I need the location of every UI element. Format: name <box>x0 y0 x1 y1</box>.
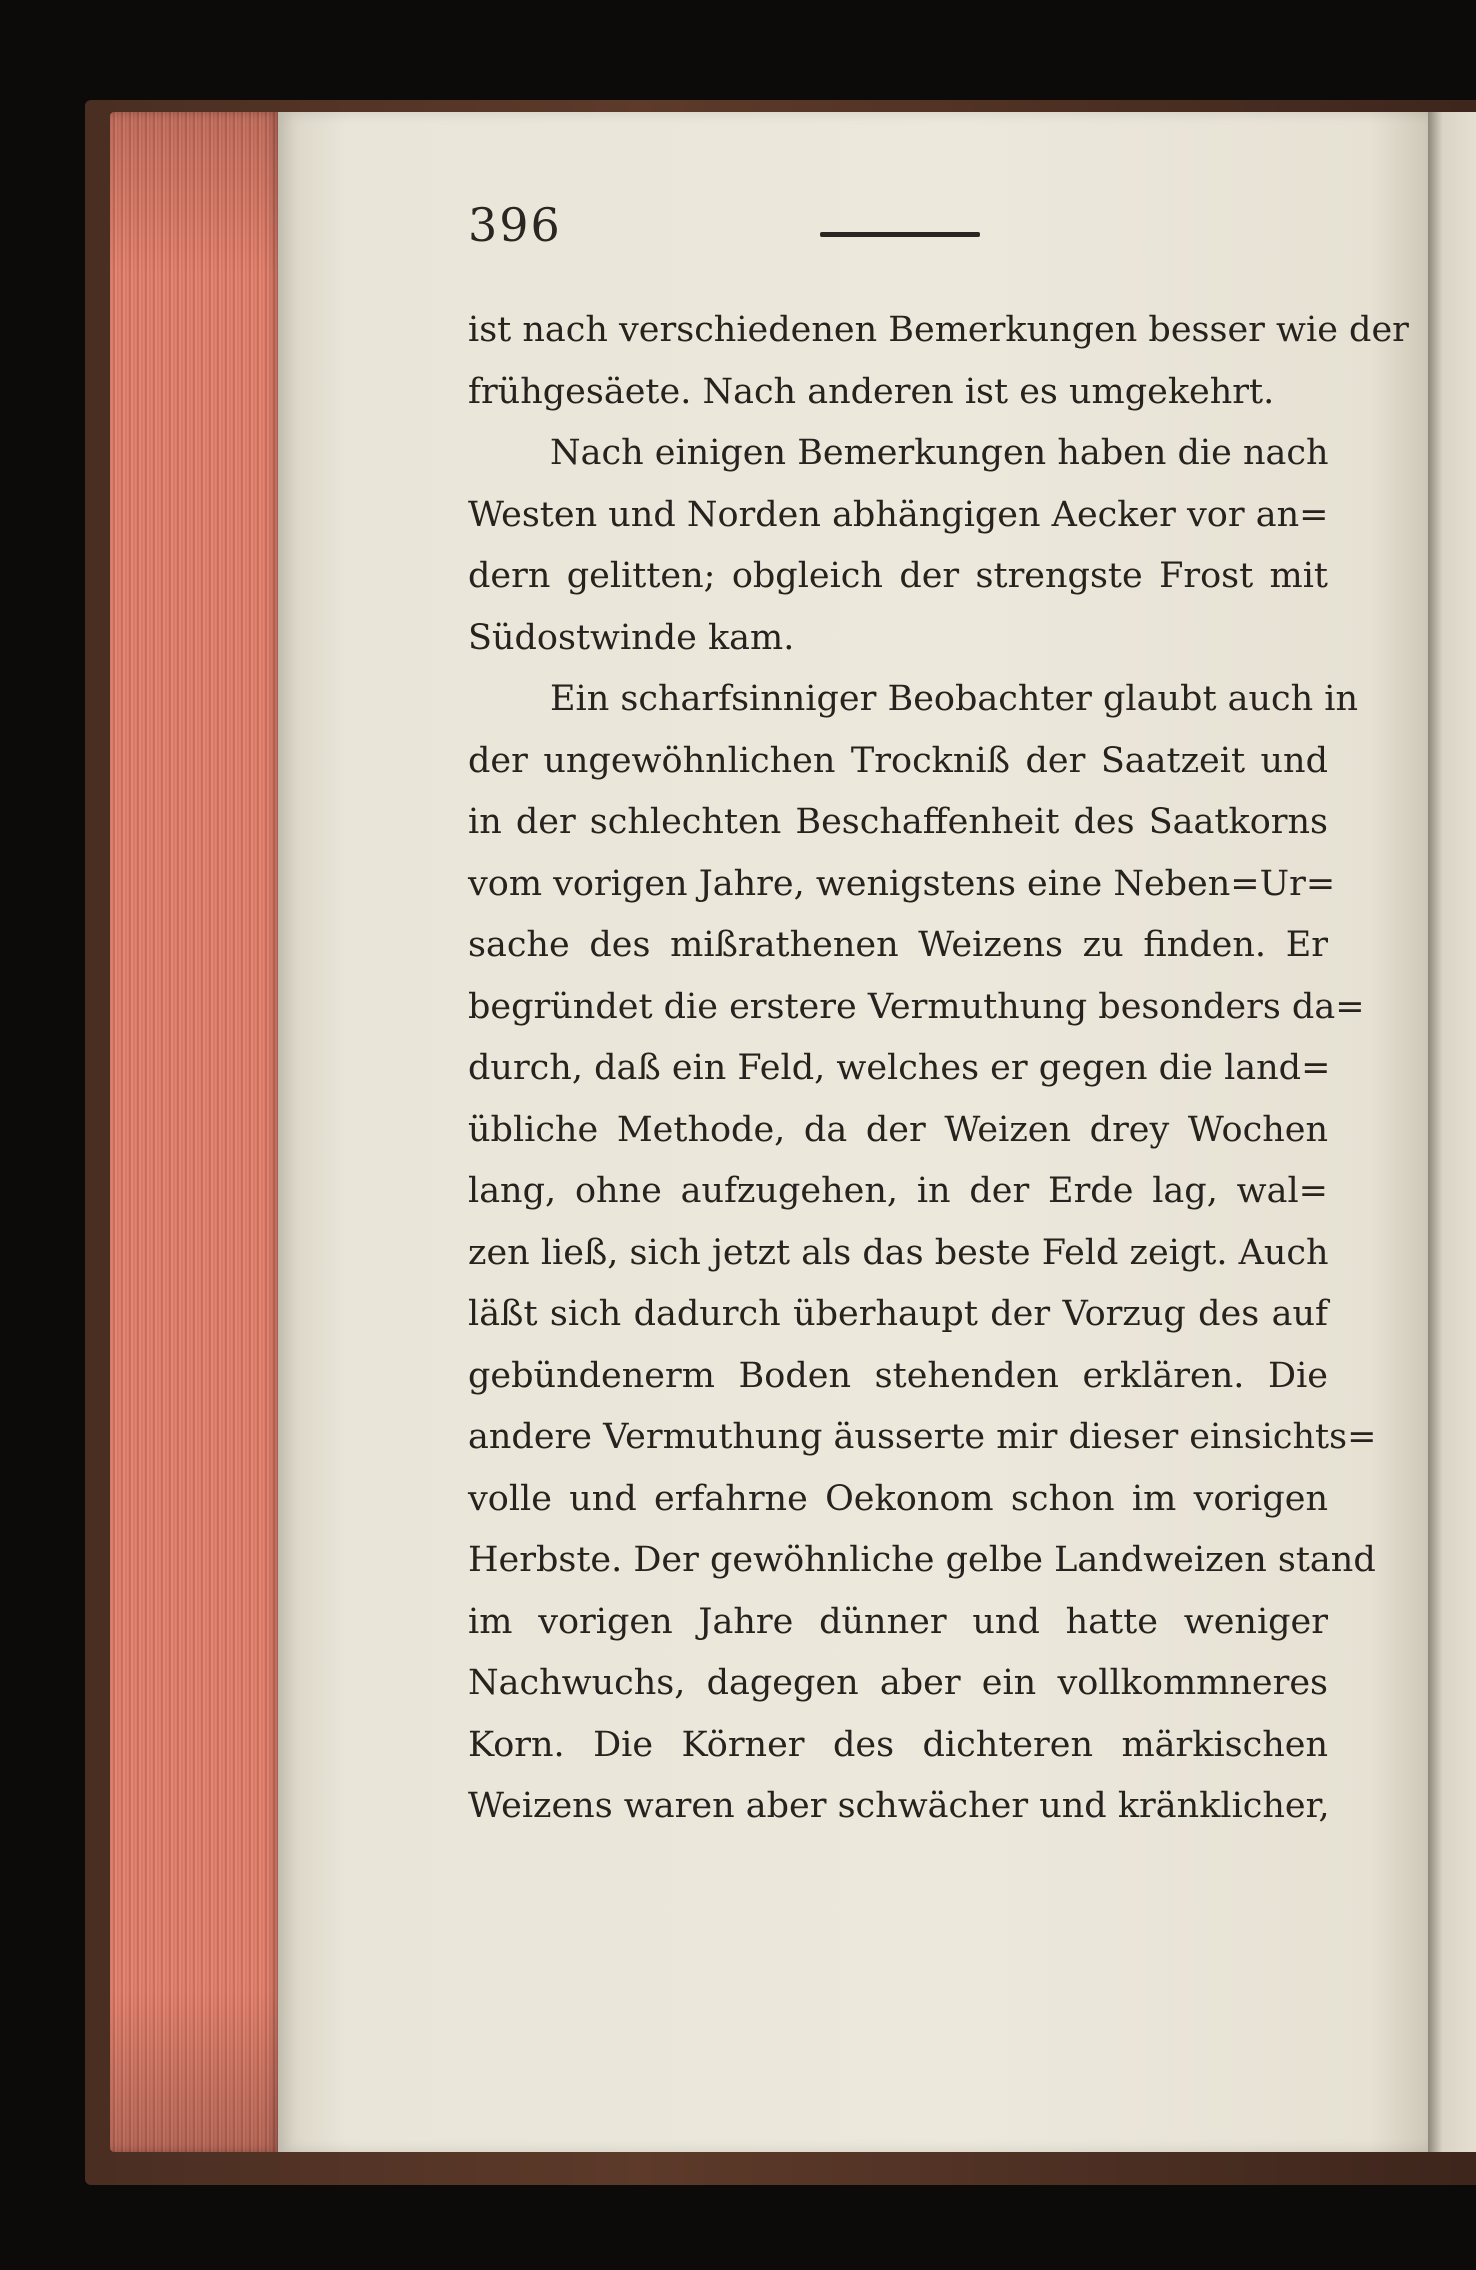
text-line: läßt sich dadurch überhaupt der Vorzug des auf <box>468 1294 1328 1334</box>
paragraph <box>468 669 1377 1838</box>
header-rule <box>820 232 980 237</box>
next-page-edge <box>1428 112 1476 2152</box>
text-line: zen ließ, sich jetzt als das beste Feld zeigt. Auch <box>468 1232 1329 1273</box>
text-line: Ein scharfsinniger Beobachter glaubt auch in <box>550 679 1359 719</box>
text-line: ist nach verschiedenen Bemerkungen besser wie der <box>468 310 1409 350</box>
body-text <box>468 300 1409 1838</box>
text-line: vom vorigen Jahre, wenigstens eine Neben=Ur= <box>468 863 1336 904</box>
text-line: Weizens waren aber schwächer und kränklicher, <box>468 1786 1330 1826</box>
text-line: übliche Methode, da der Weizen drey Wochen <box>468 1109 1328 1150</box>
text-line: dern gelitten; obgleich der strengste Frost mit <box>468 556 1328 596</box>
text-line: begründet die erstere Vermuthung besonders da= <box>468 986 1365 1027</box>
text-line: volle und erfahrne Oekonom schon im vorigen <box>468 1478 1328 1519</box>
text-line: in der schlechten Beschaffenheit des Saatkorns <box>468 802 1328 842</box>
text-line: Herbste. Der gewöhnliche gelbe Landweizen stand <box>468 1540 1376 1580</box>
text-line: gebündenerm Boden stehenden erklären. Die <box>468 1355 1328 1396</box>
page-header <box>468 198 988 258</box>
text-line: Westen und Norden abhängigen Aecker vor an= <box>468 494 1329 535</box>
text-line: sache des mißrathenen Weizens zu finden. Er <box>468 925 1328 965</box>
page-edges <box>110 112 280 2152</box>
text-line: Nach einigen Bemerkungen haben die nach <box>550 433 1329 473</box>
paragraph <box>468 423 1328 669</box>
text-line: lang, ohne aufzugehen, in der Erde lag, wal= <box>468 1171 1328 1211</box>
text-line: Nachwuchs, dagegen aber ein vollkommneres <box>468 1663 1328 1703</box>
text-line: der ungewöhnlichen Trockniß der Saatzeit und <box>468 740 1328 781</box>
text-line: im vorigen Jahre dünner und hatte weniger <box>468 1601 1328 1642</box>
text-line: andere Vermuthung äusserte mir dieser einsichts= <box>468 1417 1377 1457</box>
text-line: Korn. Die Körner des dichteren märkischen <box>468 1724 1328 1765</box>
text-line: frühgesäete. Nach anderen ist es umgekehrt. <box>468 371 1275 412</box>
text-line: Südostwinde kam. <box>468 617 795 658</box>
paragraph <box>468 300 1409 423</box>
text-line: durch, daß ein Feld, welches er gegen die land= <box>468 1048 1331 1088</box>
page-number: 396 <box>468 198 562 252</box>
